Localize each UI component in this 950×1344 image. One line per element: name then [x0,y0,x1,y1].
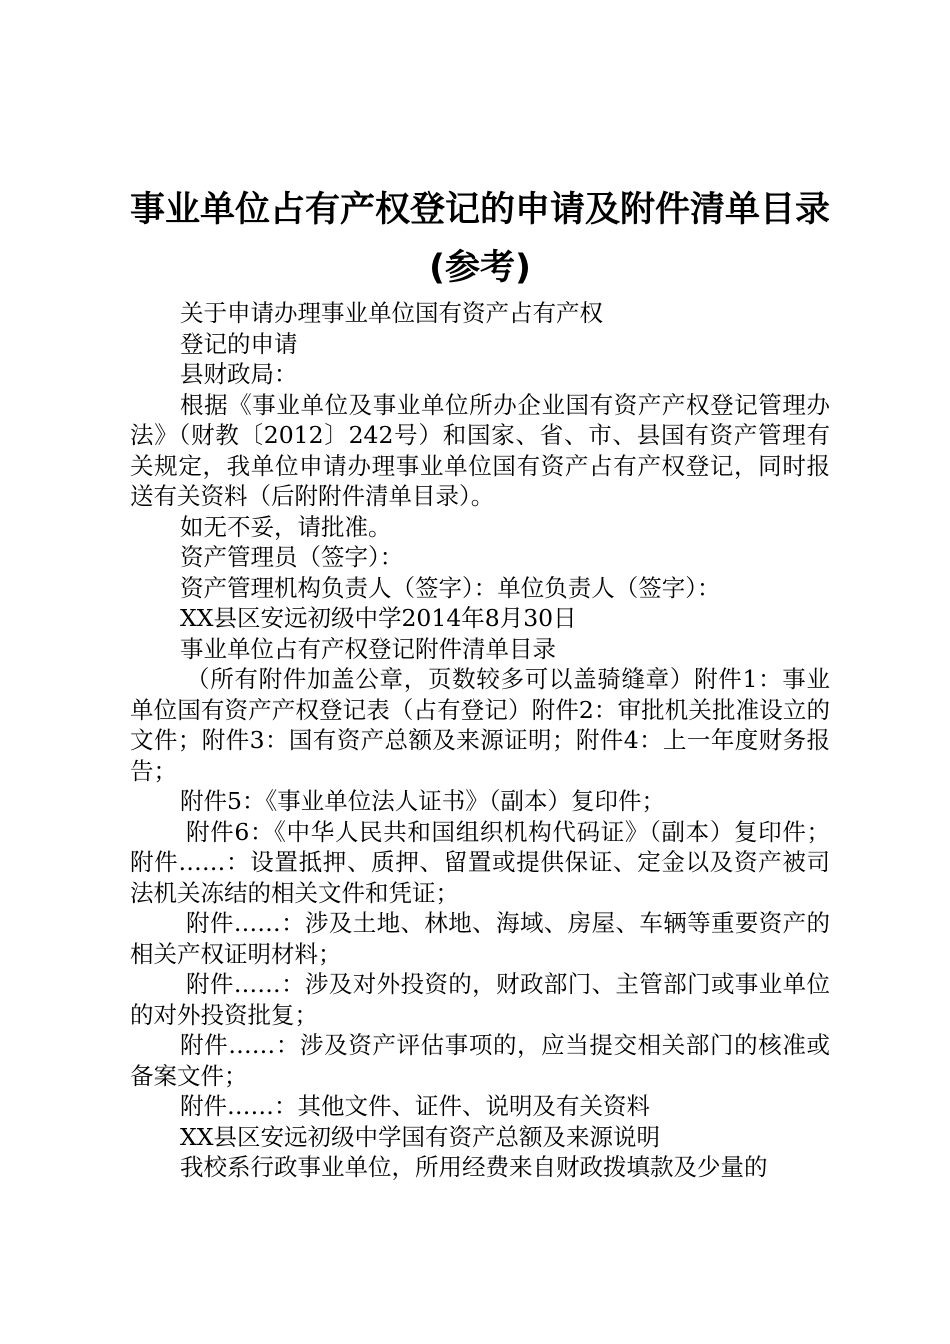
paragraph: 附件……：涉及资产评估事项的，应当提交相关部门的核准或备案文件； [130,1031,830,1090]
document-body [130,298,830,1183]
paragraph: 附件……：涉及对外投资的，财政部门、主管部门或事业单位的对外投资批复； [130,970,830,1029]
paragraph: 附件……：其他文件、证件、说明及有关资料 [180,1092,650,1120]
document-page [130,180,830,1183]
paragraph: 附件6：《中华人民共和国组织机构代码证》（副本）复印件；附件……：设置抵押、质押、留置或提供保证、定金以及资产被司法机关冻结的相关文件和凭证； [130,817,830,907]
paragraph: 根据《事业单位及事业单位所办企业国有资产产权登记管理办法》（财教〔2012〕242号）和国家、省、市、县国有资产管理有关规定，我单位申请办理事业单位国有资产占有产权登记，同时报送有关资料（后附附件清单目录）。 [130,390,830,510]
paragraph: （所有附件加盖公章，页数较多可以盖骑缝章）附件1：事业单位国有资产产权登记表（占有登记）附件2：审批机关批准设立的文件；附件3：国有资产总额及来源证明；附件4：上一年度财务报告； [130,665,830,785]
document-subtitle: (参考) [429,248,531,288]
paragraph: 如无不妥，请批准。 [180,512,392,541]
paragraph: XX县区安远初级中学国有资产总额及来源说明 [180,1122,660,1151]
document-title: 事业单位占有产权登记的申请及附件清单目录 [130,190,831,230]
paragraph: 县财政局： [180,360,298,388]
paragraph: 附件5：《事业单位法人证书》（副本）复印件； [180,787,665,815]
paragraph: 事业单位占有产权登记附件清单目录 [180,634,556,663]
paragraph: 资产管理员（签字）： [180,543,404,571]
paragraph: 我校系行政事业单位，所用经费来自财政拨填款及少量的 [180,1153,768,1181]
paragraph: 关于申请办理事业单位国有资产占有产权 [180,299,603,327]
paragraph: 附件……：涉及土地、林地、海域、房屋、车辆等重要资产的相关产权证明材料； [130,909,830,968]
paragraph: 登记的申请 [180,329,298,358]
paragraph: XX县区安远初级中学2014年8月30日 [180,604,577,632]
paragraph: 资产管理机构负责人（签字）：单位负责人（签字）： [180,573,721,602]
